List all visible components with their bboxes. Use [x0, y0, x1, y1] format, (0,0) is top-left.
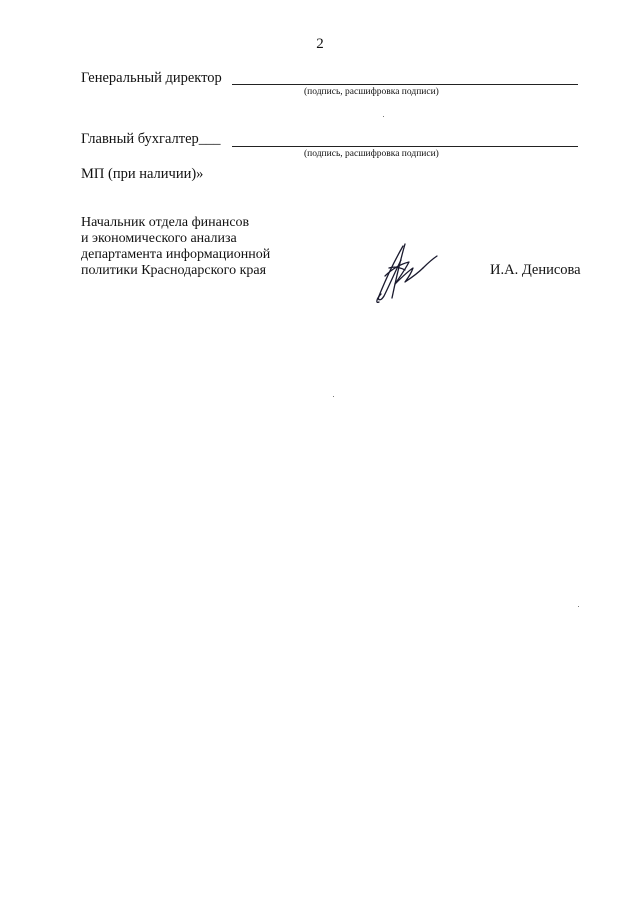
signer-position-line: и экономического анализа — [81, 231, 237, 246]
director-label: Генеральный директор — [81, 70, 222, 86]
director-signature-caption: (подпись, расшифровка подписи) — [304, 87, 439, 97]
scan-speck — [333, 396, 334, 397]
signer-position-line: политики Краснодарского края — [81, 263, 267, 278]
stamp-placeholder: МП (при наличии)» — [81, 166, 204, 182]
signer-position-line: Начальник отдела финансов — [81, 215, 250, 230]
signer-position — [81, 215, 270, 279]
signer-name: И.А. Денисова — [490, 262, 581, 278]
scan-speck — [578, 606, 579, 607]
accountant-signature-line — [232, 146, 578, 147]
signer-position-line: департамента информационной — [81, 247, 271, 262]
accountant-signature-caption: (подпись, расшифровка подписи) — [304, 149, 439, 159]
scan-speck — [383, 116, 384, 117]
director-signature-line — [232, 84, 578, 85]
accountant-label: Главный бухгалтер___ — [81, 131, 221, 147]
handwritten-signature — [365, 238, 445, 310]
page-number: 2 — [316, 36, 324, 52]
